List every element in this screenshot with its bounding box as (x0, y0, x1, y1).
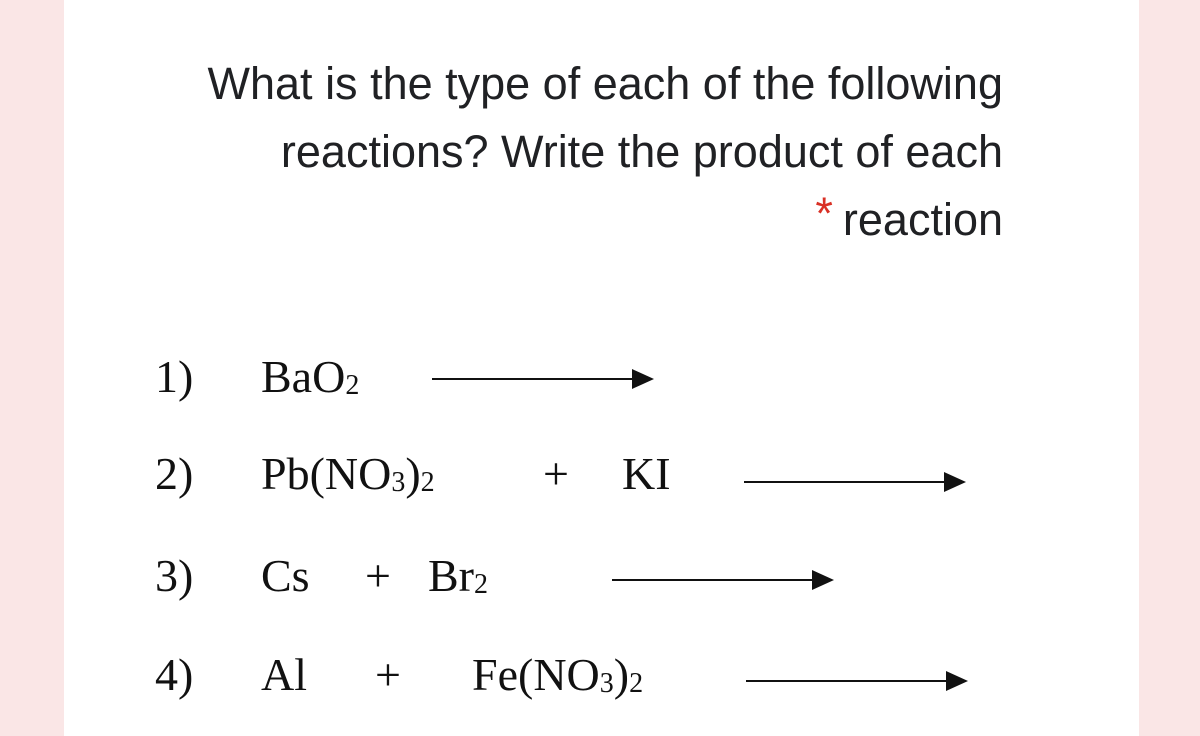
reactant-1: Al (261, 649, 307, 700)
reactant-2: $Br_2$ (428, 550, 488, 601)
reaction-number: 1) (155, 351, 194, 402)
question-line-3-text: reaction (842, 194, 1003, 245)
plus-sign: + (365, 550, 391, 601)
plus-sign: + (375, 649, 401, 700)
reactant-1: $Pb(NO_3)_2$ (261, 448, 435, 499)
arrow-right-icon (612, 570, 834, 590)
reaction-number: 3) (155, 550, 194, 601)
question-title (103, 50, 1003, 254)
reactant-2: KI (622, 448, 671, 499)
question-card (64, 0, 1139, 736)
arrow-right-icon (746, 671, 968, 691)
reactant-1: BaO$_2$ (261, 351, 360, 402)
reaction-number: 4) (155, 649, 194, 700)
reactant-2: $Fe(NO_3)_2$ (472, 649, 644, 700)
arrow-right-icon (432, 369, 654, 389)
reaction-number: 2) (155, 448, 194, 499)
question-line-1: What is the type of each of the following (207, 58, 1003, 109)
question-line-2: reactions? Write the product of each (280, 126, 1003, 177)
required-asterisk: * (815, 188, 833, 239)
plus-sign: + (543, 448, 569, 499)
arrow-right-icon (744, 472, 966, 492)
reactant-1: Cs (261, 550, 310, 601)
question-line-3 (103, 186, 1003, 254)
